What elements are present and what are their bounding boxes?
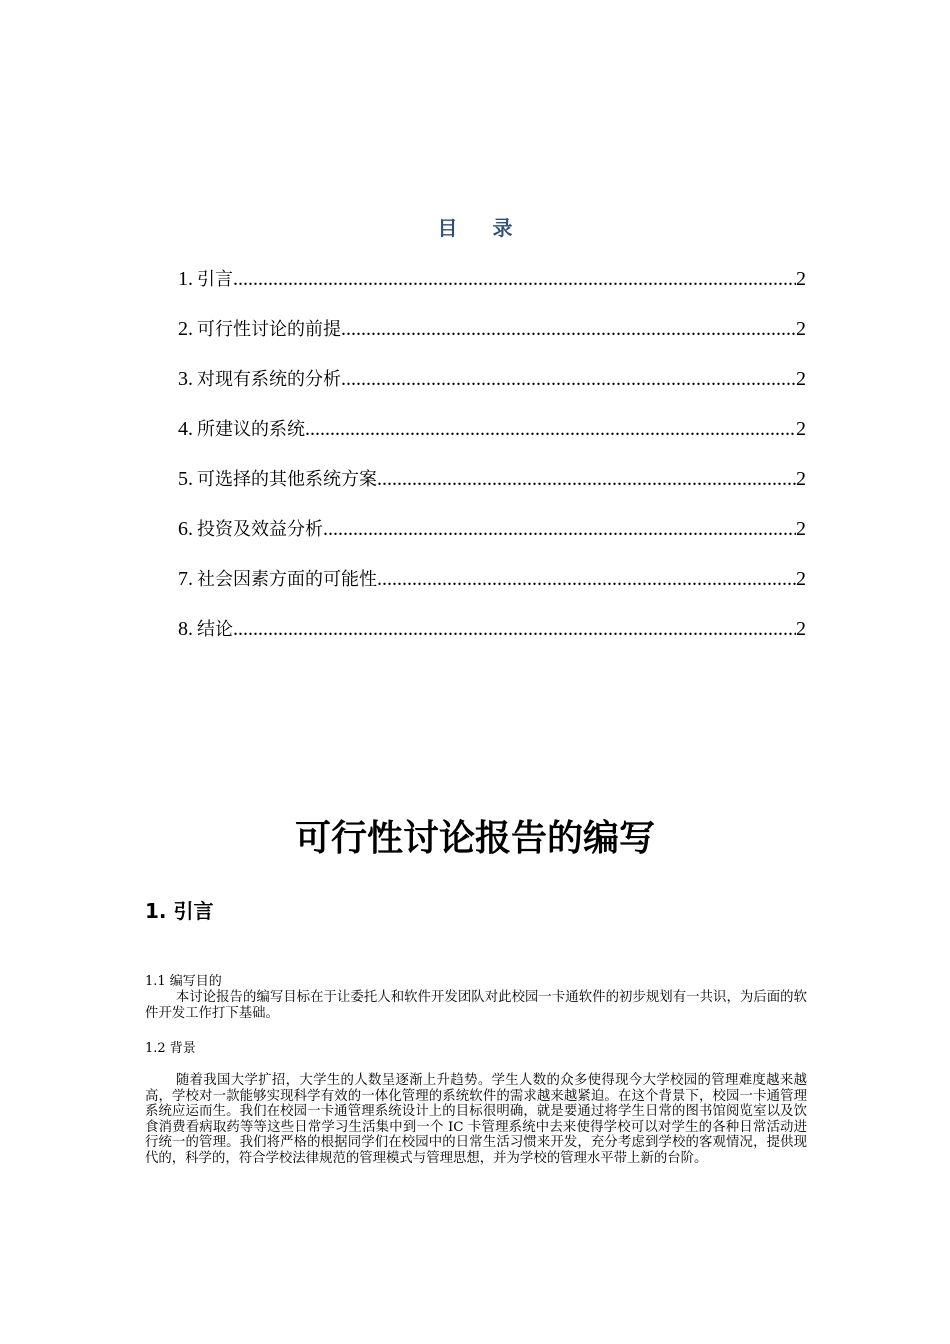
toc-leader-dots bbox=[377, 564, 796, 594]
toc-leader-dots bbox=[305, 414, 796, 444]
toc-leader-dots bbox=[233, 614, 796, 644]
toc-item-page: 2 bbox=[796, 318, 806, 340]
toc-list bbox=[178, 264, 806, 664]
toc-item[interactable] bbox=[178, 364, 806, 414]
toc-leader-dots bbox=[323, 514, 796, 544]
toc-item[interactable] bbox=[178, 264, 806, 314]
toc-item-page: 2 bbox=[796, 568, 806, 590]
toc-item-page: 2 bbox=[796, 418, 806, 440]
toc-item-page: 2 bbox=[796, 368, 806, 390]
paragraph-background: 随着我国大学扩招，大学生的人数呈逐渐上升趋势。学生人数的众多使得现今大学校园的管理难度越来越高，学校对一款能够实现科学有效的一体化管理的系统软件的需求越来越紧迫。在这个背景下，校园一卡通管理系统应运而生。我们在校园一卡通管理系统设计上的目标很明确，就是要通过将学生日常的图书馆阅览室以及饮食消费看病取药等等这些日常学习生活集中到一个 IC 卡管理系统中去来使得学校可以对学生的各种日常活动进行统一的管理。我们将严格的根据同学们在校园中的日常生活习惯来开发，充分考虑到学校的客观情况，提供现代的，科学的，符合学校法律规范的管理模式与管理思想，并为学校的管理水平带上新的台阶。 bbox=[145, 1073, 807, 1166]
toc-leader-dots bbox=[341, 364, 796, 394]
toc-item-page: 2 bbox=[796, 618, 806, 640]
toc-item[interactable] bbox=[178, 614, 806, 664]
subsection-heading-purpose: 1.1 编写目的 bbox=[145, 974, 222, 989]
toc-item[interactable] bbox=[178, 414, 806, 464]
toc-leader-dots bbox=[341, 314, 796, 344]
toc-item-number: 5. bbox=[178, 468, 193, 490]
toc-item-number: 1. bbox=[178, 268, 193, 290]
toc-item-number: 3. bbox=[178, 368, 193, 390]
toc-item-number: 8. bbox=[178, 618, 193, 640]
toc-leader-dots bbox=[233, 264, 796, 294]
toc-item-label: 对现有系统的分析 bbox=[197, 369, 341, 390]
toc-item-number: 6. bbox=[178, 518, 193, 540]
toc-item-label: 社会因素方面的可能性 bbox=[197, 569, 377, 590]
toc-item[interactable] bbox=[178, 464, 806, 514]
document-title: 可行性讨论报告的编写 bbox=[294, 818, 655, 859]
toc-item-label: 结论 bbox=[197, 619, 233, 640]
toc-item[interactable] bbox=[178, 314, 806, 364]
toc-leader-dots bbox=[377, 464, 796, 494]
toc-item-label: 可选择的其他系统方案 bbox=[197, 469, 377, 490]
toc-title: 目 录 bbox=[437, 216, 527, 240]
toc-item-label: 所建议的系统 bbox=[197, 419, 305, 440]
toc-item-number: 7. bbox=[178, 568, 193, 590]
section-heading: 1. 引言 bbox=[145, 899, 214, 923]
toc-item-label: 引言 bbox=[197, 269, 233, 290]
toc-item-page: 2 bbox=[796, 518, 806, 540]
toc-item-page: 2 bbox=[796, 268, 806, 290]
subsection-heading-background: 1.2 背景 bbox=[145, 1041, 196, 1056]
toc-item[interactable] bbox=[178, 564, 806, 614]
toc-item-page: 2 bbox=[796, 468, 806, 490]
toc-item[interactable] bbox=[178, 514, 806, 564]
toc-item-number: 4. bbox=[178, 418, 193, 440]
paragraph-purpose: 本讨论报告的编写目标在于让委托人和软件开发团队对此校园一卡通软件的初步规划有一共识，为后面的软件开发工作打下基础。 bbox=[145, 990, 807, 1021]
toc-item-number: 2. bbox=[178, 318, 193, 340]
toc-item-label: 投资及效益分析 bbox=[197, 519, 323, 540]
toc-item-label: 可行性讨论的前提 bbox=[197, 319, 341, 340]
